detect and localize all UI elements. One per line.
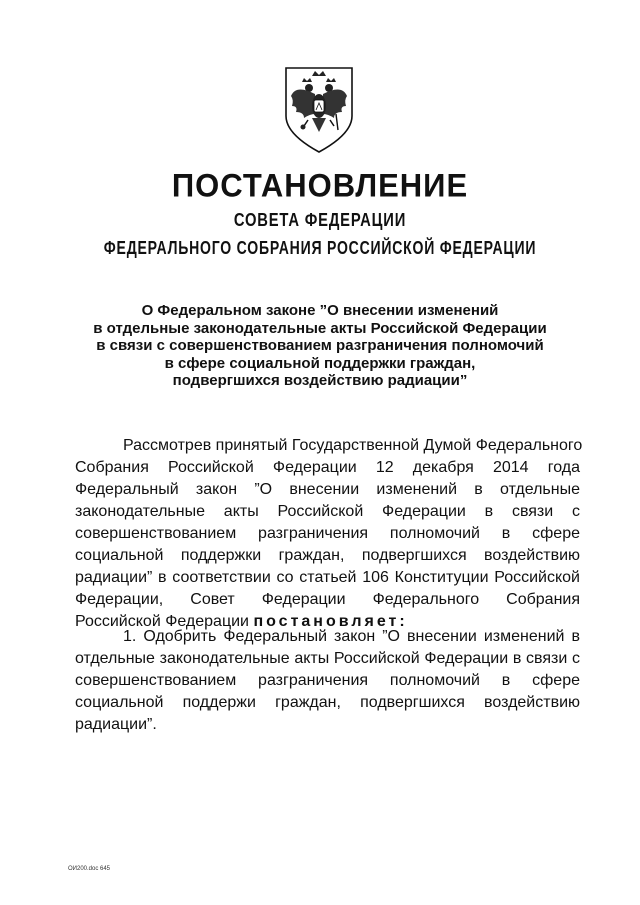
paragraph-preamble (75, 435, 583, 633)
paragraph-line: социальной поддержи граждан, подвергшихся воздействию (75, 694, 580, 711)
paragraph-line: Собрания Российской Федерации 12 декабря 2014 года (75, 459, 580, 476)
document-subject (60, 302, 580, 390)
paragraph-line-start: Российской Федерации (75, 613, 249, 630)
paragraph-line: социальной поддержки граждан, подвергшихся воздействию (75, 547, 580, 564)
subject-line: О Федеральном законе ”О внесении изменений (141, 302, 499, 319)
subject-line: в сфере социальной поддержки граждан, (164, 354, 476, 372)
subject-line: подвергшихся воздействию радиации” (172, 372, 468, 389)
document-subtitle-council: СОВЕТА ФЕДЕРАЦИИ (233, 210, 407, 230)
paragraph-line: отдельные законодательные акты Российской Федерации в связи с (75, 650, 580, 667)
paragraph-line: радиации” в соответствии со статьей 106 Конституции Российской (75, 569, 580, 586)
decree-colon: : (399, 613, 408, 630)
paragraph-line: совершенствованием разграничения полномочий в сфере (75, 672, 580, 689)
paragraph-line: Рассмотрев принятый Государственной Думой Федерального (123, 437, 583, 454)
subject-line: в отдельные законодательные акты Российской Федерации (93, 319, 547, 337)
decree-word: постановляет (253, 613, 400, 630)
document-subtitle-assembly: ФЕДЕРАЛЬНОГО СОБРАНИЯ РОССИЙСКОЙ ФЕДЕРАЦИИ (103, 238, 537, 258)
paragraph-line: Федерации, Совет Федерации Федерального Собрания (75, 591, 580, 608)
paragraph-line: Федеральный закон ”О внесении изменений в отдельные (75, 481, 580, 498)
paragraph-resolution (75, 626, 580, 736)
paragraph-line: радиации”. (75, 716, 157, 733)
document-code: ОИ200.doc 645 (68, 866, 111, 872)
paragraph-line: 1. Одобрить Федеральный закон ”О внесении изменений в (123, 628, 580, 645)
paragraph-line: совершенствованием разграничения полномочий в сфере (75, 525, 580, 542)
paragraph-line: законодательные акты Российской Федерации в связи с (75, 503, 580, 520)
subject-line: в связи с совершенствованием разграничения полномочий (96, 337, 544, 354)
coat-of-arms-icon (282, 66, 356, 154)
document-title: ПОСТАНОВЛЕНИЕ (171, 167, 469, 204)
